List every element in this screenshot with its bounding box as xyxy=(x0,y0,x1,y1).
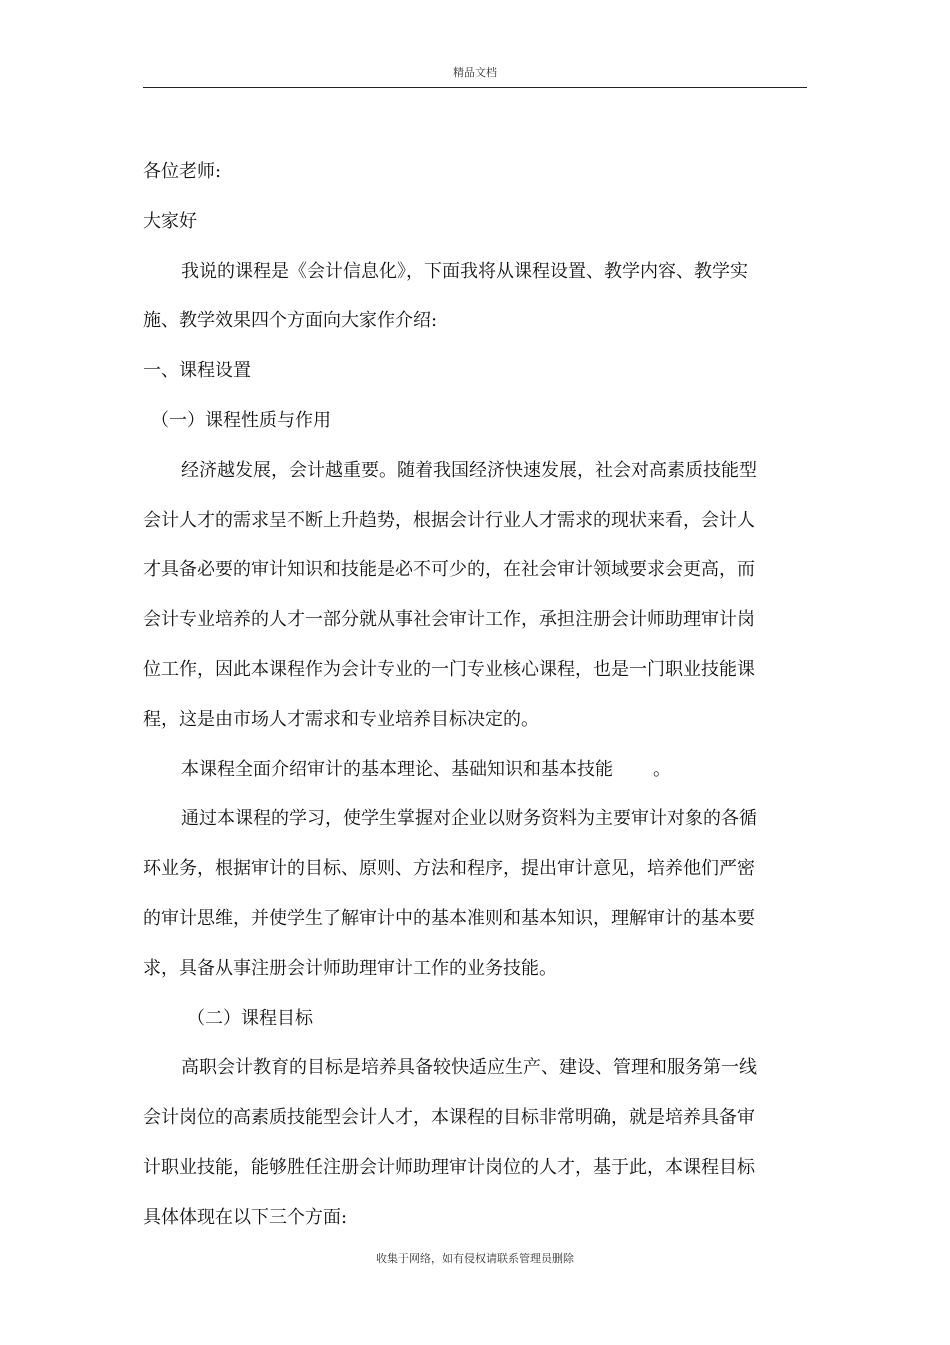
footer-text: 收集于网络，如有侵权请联系管理员删除 xyxy=(376,1252,574,1265)
page-footer xyxy=(143,1250,807,1268)
page-header xyxy=(143,62,807,88)
subsection-heading: （一）课程性质与作用 xyxy=(151,409,331,431)
paragraph-line: 的审计思维，并使学生了解审计中的基本准则和基本知识，理解审计的基本要 xyxy=(143,907,755,929)
paragraph-line: 计职业技能，能够胜任注册会计师助理审计岗位的人才，基于此，本课程目标 xyxy=(143,1156,755,1178)
paragraph-line: 会计人才的需求呈不断上升趋势，根据会计行业人才需求的现状来看，会计人 xyxy=(143,509,755,531)
paragraph-line: 高职会计教育的目标是培养具备较快适应生产、建设、管理和服务第一线 xyxy=(181,1057,757,1079)
header-title: 精品文档 xyxy=(453,66,497,79)
greeting-line: 各位老师: xyxy=(143,161,222,182)
paragraph-line: 经济越发展，会计越重要。随着我国经济快速发展，社会对高素质技能型 xyxy=(181,459,757,481)
section-heading: 一、课程设置 xyxy=(143,360,251,382)
paragraph-line: 会计岗位的高素质技能型会计人才，本课程的目标非常明确，就是培养具备审 xyxy=(143,1107,755,1129)
paragraph-line: 程，这是由市场人才需求和专业培养目标决定的。 xyxy=(143,708,539,730)
paragraph-line: 位工作，因此本课程作为会计专业的一门专业核心课程，也是一门职业技能课 xyxy=(143,658,755,680)
paragraph-text: 本课程全面介绍审计的基本理论、基础知识和基本技能 xyxy=(181,758,613,780)
subsection-heading: （二）课程目标 xyxy=(187,1007,313,1029)
paragraph-line: 施、教学效果四个方面向大家作介绍: xyxy=(143,310,438,332)
document-body xyxy=(143,147,807,1243)
paragraph-line: 环业务，根据审计的目标、原则、方法和程序，提出审计意见，培养他们严密 xyxy=(143,858,755,880)
paragraph-line: 具体体现在以下三个方面: xyxy=(143,1206,348,1228)
paragraph-line: 通过本课程的学习，使学生掌握对企业以财务资料为主要审计对象的各循 xyxy=(181,808,757,830)
paragraph-line: 才具备必要的审计知识和技能是必不可少的，在社会审计领域要求会更高，而 xyxy=(143,559,755,581)
paragraph-line: 我说的课程是《会计信息化》，下面我将从课程设置、教学内容、教学实 xyxy=(181,260,748,282)
paragraph-end-mark: 。 xyxy=(653,758,671,780)
paragraph-line xyxy=(143,745,807,795)
greeting-line: 大家好 xyxy=(143,210,197,232)
paragraph-line: 会计专业培养的人才一部分就从事社会审计工作，承担注册会计师助理审计岗 xyxy=(143,609,755,631)
paragraph-line: 求，具备从事注册会计师助理审计工作的业务技能。 xyxy=(143,957,557,979)
